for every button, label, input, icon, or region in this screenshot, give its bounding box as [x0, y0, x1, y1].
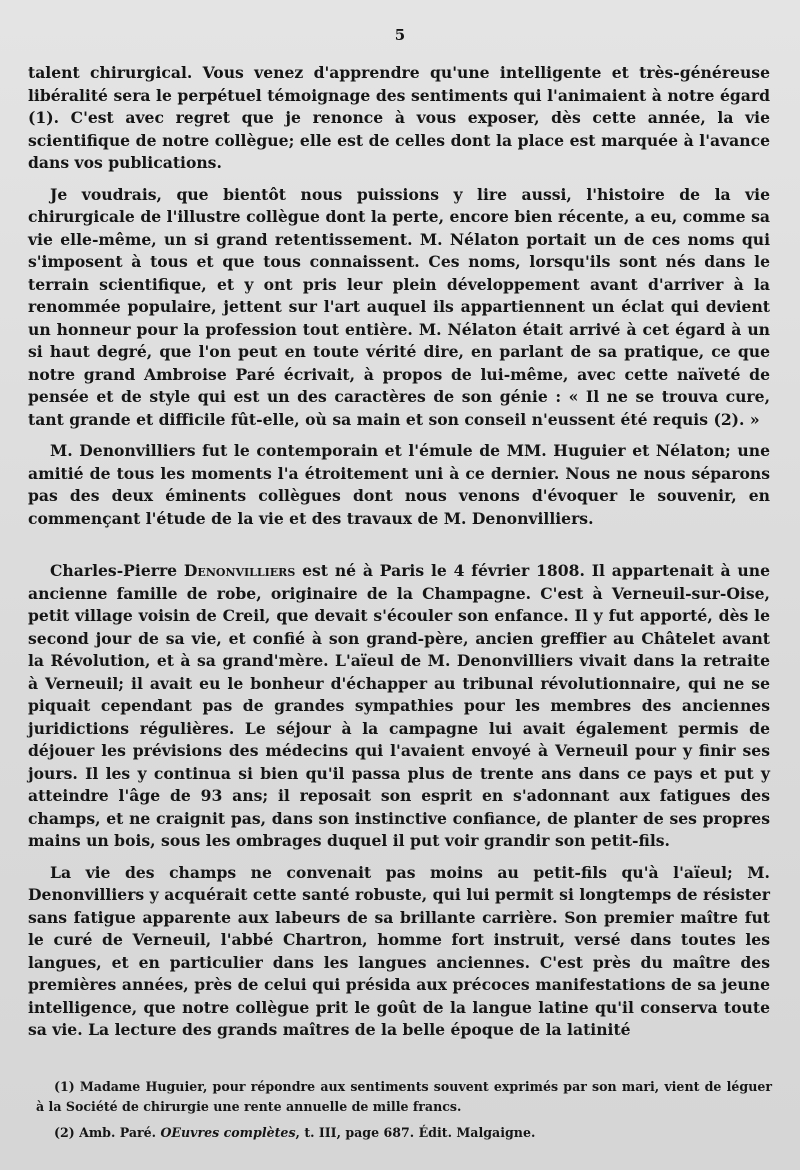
paragraph-1: talent chirurgical. Vous venez d'apprendre qu'une intelligente et très-généreuse libéralité sera le perpétuel témoignage des sentiments qui l'animaient à notre égard (1). C'est avec regret que je renonce à vous exposer, dès cette année, la vie scientifique de notre collègue; elle est de celles dont la place est marquée à l'avance dans vos publications. [28, 63, 770, 172]
page-number: 5 [394, 26, 406, 44]
paragraph-4-text: est né à Paris le 4 février 1808. Il appartenait à une ancienne famille de robe, originaire de la Champagne. C'est à Verneuil-sur-Oise, petit village voisin de Creil, que devait s'écouler son enfance. Il y fut apporté, dès le second jour de sa vie, et confié à son grand-père, ancien greffier au Châtelet avant la Révolution, et à sa grand'mère. L'aïeul de M. Denonvilliers vivait dans la retraite à Verneuil; il avait eu le bonheur d'échapper au tribunal révolutionnaire, qui ne se piquait cependant pas de grandes sympathies pour les membres des anciennes juridictions régulières. Le séjour à la campagne lui avait également permis de déjouer les prévisions des médecins qui l'avaient envoyé à Verneuil pour y finir ses jours. Il les y continua si bien qu'il passa plus de trente ans dans ce pays et put y atteindre l'âge de 93 ans; il reposait son esprit en s'adonnant aux fatigues des champs, et ne craignit pas, dans son instinctive confiance, de planter de ses propres mains un bois, sous les ombrages duquel il put voir grandir son petit-fils. [28, 561, 770, 850]
paragraph-4 [28, 560, 770, 853]
footnote-2-suffix: , t. III, page 687. Édit. Malgaigne. [295, 1125, 536, 1140]
footnote-2-prefix: (2) Amb. Paré. [54, 1125, 161, 1140]
paragraph-5: La vie des champs ne convenait pas moins au petit-fils qu'à l'aïeul; M. Denonvilliers y acquérait cette santé robuste, qui lui permit si longtemps de résister sans fatigue apparente aux labeurs de sa brillante carrière. Son premier maître fut le curé de Verneuil, l'abbé Chartron, homme fort instruit, versé dans toutes les langues, et en particulier dans les langues anciennes. C'est près du maître des premières années, près de celui qui présida aux précoces manifestations de sa jeune intelligence, que notre collègue prit le goût de la langue latine qu'il conserva toute sa vie. La lecture des grands maîtres de la belle époque de la latinité [28, 862, 770, 1039]
person-first-names: Charles-Pierre [50, 561, 184, 580]
footnote-1: (1) Madame Huguier, pour répondre aux sentiments souvent exprimés par son mari, vient de léguer à la Société de chirurgie une rente annuelle de mille francs. [36, 1079, 772, 1114]
person-surname: Denonvilliers [183, 561, 296, 580]
footnote-2 [36, 1123, 772, 1143]
footnotes [36, 1077, 772, 1143]
footnote-2-title: OEuvres complètes [160, 1125, 296, 1140]
paragraph-2: Je voudrais, que bientôt nous puissions y lire aussi, l'histoire de la vie chirurgicale de l'illustre collègue dont la perte, encore bien récente, a eu, comme sa vie elle-même, un si grand retentissement. M. Nélaton portait un de ces noms qui s'imposent à tous et que tous connaissent. Ces noms, lorsqu'ils sont nés dans le terrain scientifique, et y ont pris leur plein développement avant d'arriver à la renommée populaire, jettent sur l'art auquel ils appartiennent un éclat qui devient un honneur pour la profession tout entière. M. Nélaton était arrivé à cet égard à un si haut degré, que l'on peut en toute vérité dire, en parlant de sa pratique, ce que notre grand Ambroise Paré écrivait, à propos de lui-même, avec cette naïveté de pensée et de style qui est un des caractères de son génie : « Il ne se trouva cure, tant grande et difficile fût-elle, où sa main et son conseil n'eussent été requis (2). » [28, 184, 770, 429]
main-text [28, 62, 770, 1051]
paragraph-3: M. Denonvilliers fut le contemporain et l'émule de MM. Huguier et Nélaton; une amitié de tous les moments l'a étroitement uni à ce dernier. Nous ne nous séparons pas des deux éminents collègues dont nous venons d'évoquer le souvenir, en commençant l'étude de la vie et des travaux de M. Denonvilliers. [28, 441, 770, 528]
